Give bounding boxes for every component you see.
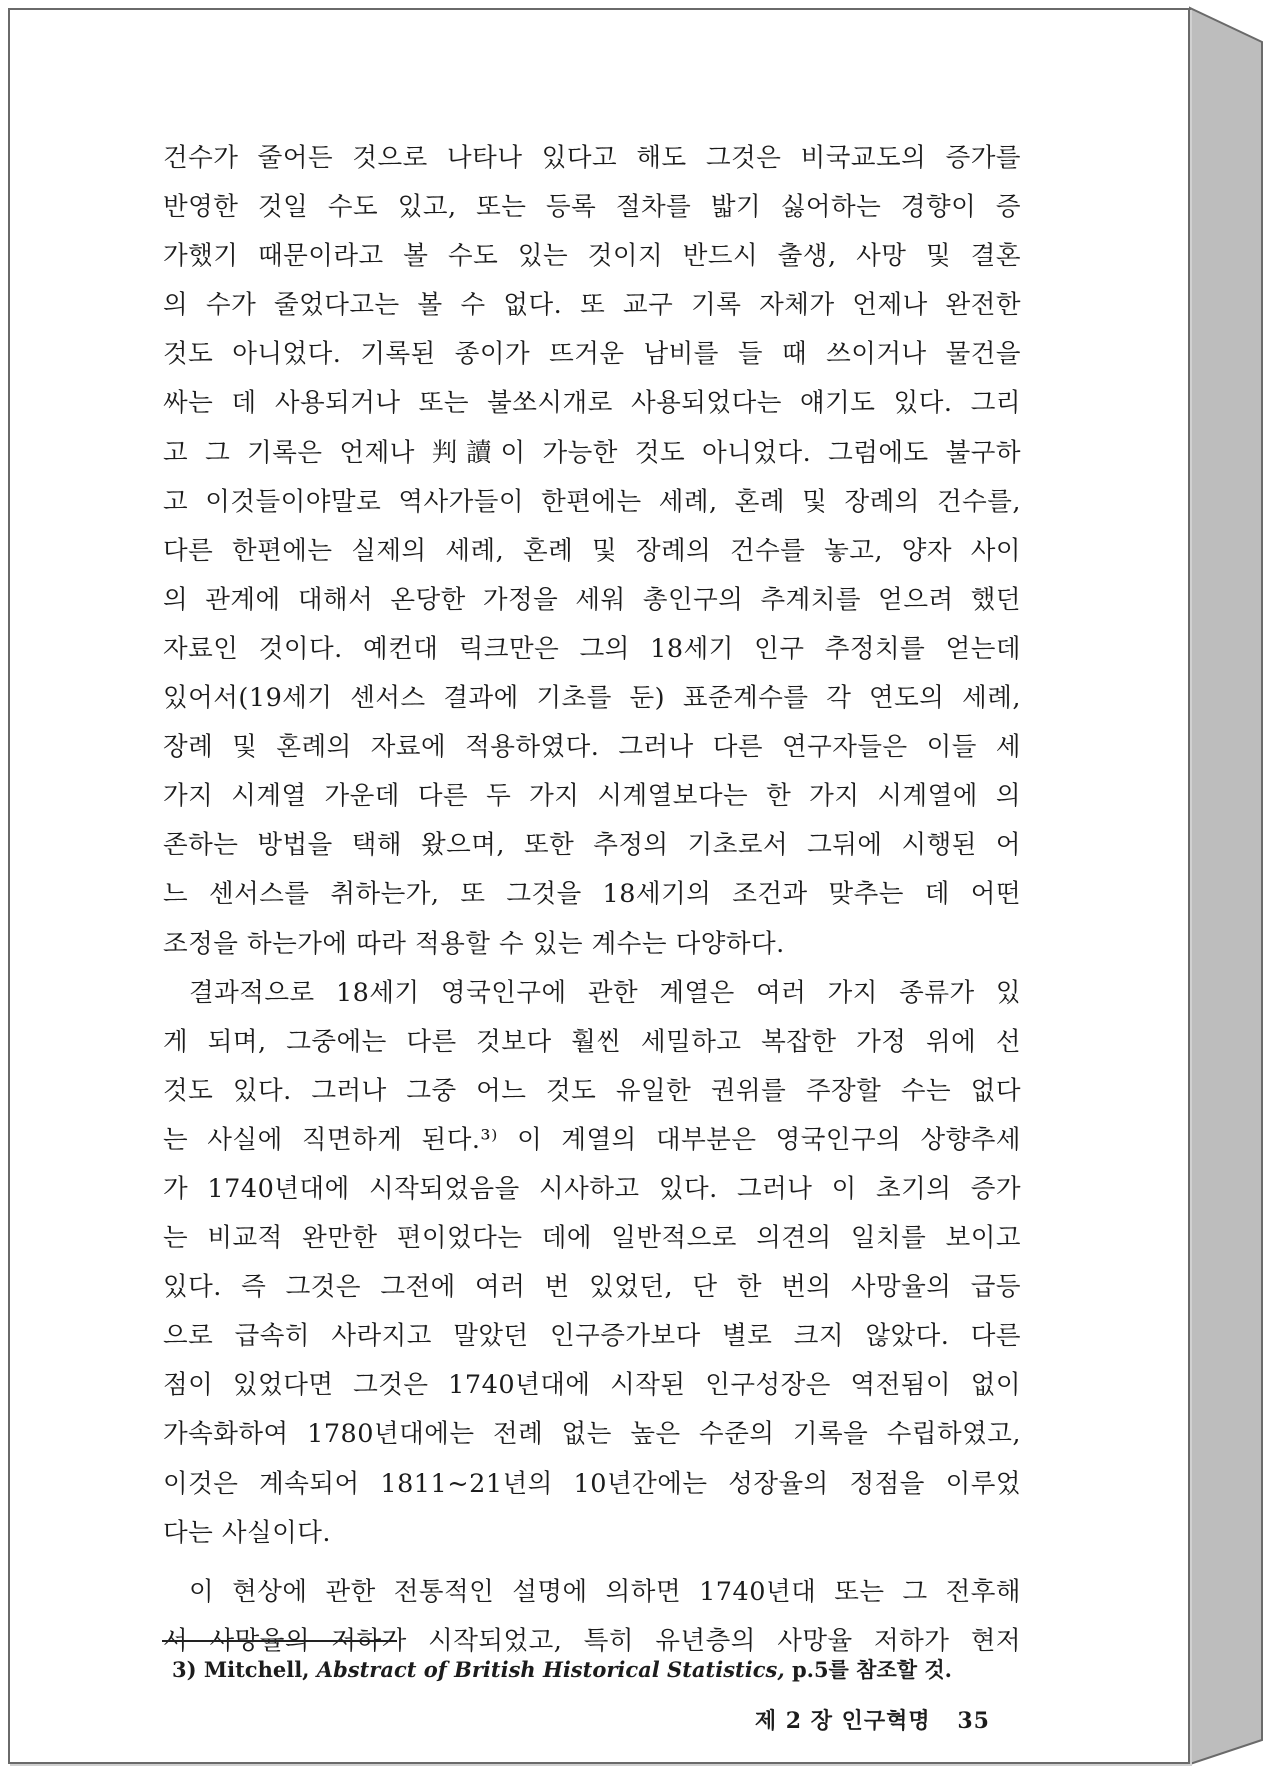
text-line: 으로 급속히 사라지고 말았던 인구증가보다 별로 크지 않았다. 다른 — [163, 1321, 1021, 1352]
text-line: 가 1740년대에 시작되었음을 시사하고 있다. 그러나 이 초기의 증가 — [163, 1173, 1021, 1204]
footnote-rest: p.5를 참조할 것. — [791, 1657, 952, 1682]
text-line: 고 그 기록은 언제나 判讀이 가능한 것도 아니었다. 그럼에도 불구하 — [163, 437, 1021, 468]
chapter-label: 제 2 장 인구혁명 — [754, 1708, 931, 1734]
text-line: 싸는 데 사용되거나 또는 불쏘시개로 사용되었다는 얘기도 있다. 그리 — [163, 388, 1021, 419]
body-text — [163, 134, 1021, 1666]
text-line: 이것은 계속되어 1811~21년의 10년간에는 성장율의 정점을 이루었 — [163, 1468, 1021, 1499]
text-line: 존하는 방법을 택해 왔으며, 또한 추정의 기초로서 그뒤에 시행된 어 — [163, 830, 1021, 861]
text-line: 의 관계에 대해서 온당한 가정을 세워 총인구의 추계치를 얻으려 했던 — [163, 584, 1021, 615]
text-line: 가속화하여 1780년대에는 전례 없는 높은 수준의 기록을 수립하였고, — [163, 1419, 1021, 1450]
text-line: 가했기 때문이라고 볼 수도 있는 것이지 반드시 출생, 사망 및 결혼 — [163, 241, 1021, 272]
text-line: 것도 아니었다. 기록된 종이가 뜨거운 남비를 들 때 쓰이거나 물건을 — [163, 339, 1021, 370]
paragraph-first-line: 이 현상에 관한 전통적인 설명에 의하면 1740년대 또는 그 전후해 — [189, 1576, 1021, 1607]
footnote-author: Mitchell, — [203, 1657, 310, 1682]
text-line: 게 되며, 그중에는 다른 것보다 훨씬 세밀하고 복잡한 가정 위에 선 — [163, 1026, 1021, 1057]
running-foot — [710, 1704, 990, 1735]
text-line: 의 수가 줄었다고는 볼 수 없다. 또 교구 기록 자체가 언제나 완전한 — [163, 290, 1021, 321]
text-line: 건수가 줄어든 것으로 나타나 있다고 해도 그것은 비국교도의 증가를 — [163, 143, 1021, 173]
text-line: 서 사망율의 저하가 시작되었고, 특히 유년층의 사망율 저하가 현저 — [163, 1625, 1021, 1656]
footnote-title: Abstract of British Historical Statistics, — [316, 1657, 785, 1682]
text-line: 점이 있었다면 그것은 1740년대에 시작된 인구성장은 역전됨이 없이 — [163, 1370, 1021, 1401]
text-line: 는 비교적 완만한 편이었다는 데에 일반적으로 의견의 일치를 보이고 — [163, 1223, 1021, 1254]
text-line: 것도 있다. 그러나 그중 어느 것도 유일한 권위를 주장할 수는 없다 — [163, 1075, 1021, 1106]
text-line: 는 사실에 직면하게 된다.³⁾ 이 계열의 대부분은 영국인구의 상향추세 — [163, 1124, 1021, 1155]
text-line: 조정을 하는가에 따라 적용할 수 있는 계수는 다양하다. — [163, 928, 785, 959]
text-line: 고 이것들이야말로 역사가들이 한편에는 세례, 혼례 및 장례의 건수를, — [163, 486, 1021, 517]
text-line: 다른 한편에는 실제의 세례, 혼례 및 장례의 건수를 놓고, 양자 사이 — [163, 535, 1021, 566]
paragraph-first-line: 결과적으로 18세기 영국인구에 관한 계열은 여러 가지 종류가 있 — [189, 977, 1021, 1008]
text-line: 다는 사실이다. — [163, 1517, 332, 1548]
book-page — [8, 8, 1190, 1764]
text-line: 자료인 것이다. 예컨대 릭크만은 그의 18세기 인구 추정치를 얻는데 — [163, 633, 1021, 664]
text-line: 있다. 즉 그것은 그전에 여러 번 있었던, 단 한 번의 사망율의 급등 — [163, 1272, 1021, 1303]
page-number: 35 — [957, 1708, 990, 1734]
text-line: 반영한 것일 수도 있고, 또는 등록 절차를 밟기 싫어하는 경향이 증 — [163, 192, 1021, 223]
footnote — [172, 1654, 1012, 1684]
footnote-marker: 3) — [172, 1657, 197, 1682]
footnote-rule — [162, 1640, 397, 1642]
text-line: 장례 및 혼례의 자료에 적용하였다. 그러나 다른 연구자들은 이들 세 — [163, 732, 1021, 763]
text-line: 느 센서스를 취하는가, 또 그것을 18세기의 조건과 맞추는 데 어떤 — [163, 879, 1021, 910]
text-line: 있어서(19세기 센서스 결과에 기초를 둔) 표준계수를 각 연도의 세례, — [163, 683, 1021, 714]
text-line: 가지 시계열 가운데 다른 두 가지 시계열보다는 한 가지 시계열에 의 — [163, 781, 1021, 812]
